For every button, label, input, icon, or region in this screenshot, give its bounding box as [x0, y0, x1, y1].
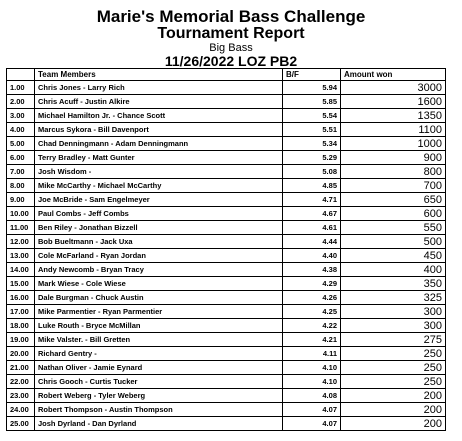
- row-team-members: Chris Gooch - Curtis Tucker: [35, 375, 283, 389]
- row-bf: 5.85: [283, 95, 341, 109]
- table-row: [7, 235, 446, 249]
- table-body: [7, 81, 446, 431]
- row-place: 18.00: [7, 319, 35, 333]
- row-amount-won: 400: [341, 263, 446, 277]
- row-bf: 4.07: [283, 417, 341, 431]
- table-row: [7, 263, 446, 277]
- table-row: [7, 249, 446, 263]
- row-place: 14.00: [7, 263, 35, 277]
- table-row: [7, 333, 446, 347]
- row-team-members: Dale Burgman - Chuck Austin: [35, 291, 283, 305]
- row-team-members: Marcus Sykora - Bill Davenport: [35, 123, 283, 137]
- row-place: 16.00: [7, 291, 35, 305]
- row-place: 10.00: [7, 207, 35, 221]
- table-row: [7, 81, 446, 95]
- row-amount-won: 900: [341, 151, 446, 165]
- row-bf: 4.85: [283, 179, 341, 193]
- table-row: [7, 179, 446, 193]
- row-place: 11.00: [7, 221, 35, 235]
- row-team-members: Joe McBride - Sam Engelmeyer: [35, 193, 283, 207]
- row-place: 21.00: [7, 361, 35, 375]
- row-team-members: Robert Thompson - Austin Thompson: [35, 403, 283, 417]
- row-place: 15.00: [7, 277, 35, 291]
- row-place: 24.00: [7, 403, 35, 417]
- table-row: [7, 207, 446, 221]
- row-place: 23.00: [7, 389, 35, 403]
- table-row: [7, 291, 446, 305]
- row-amount-won: 200: [341, 389, 446, 403]
- row-bf: 4.22: [283, 319, 341, 333]
- row-team-members: Terry Bradley - Matt Gunter: [35, 151, 283, 165]
- row-amount-won: 650: [341, 193, 446, 207]
- table-row: [7, 137, 446, 151]
- table-row: [7, 151, 446, 165]
- row-place: 13.00: [7, 249, 35, 263]
- header-team-members: Team Members: [35, 69, 283, 81]
- row-amount-won: 3000: [341, 81, 446, 95]
- table-row: [7, 109, 446, 123]
- row-place: 3.00: [7, 109, 35, 123]
- header-place: [7, 69, 35, 81]
- row-bf: 5.51: [283, 123, 341, 137]
- row-place: 19.00: [7, 333, 35, 347]
- row-bf: 4.71: [283, 193, 341, 207]
- row-team-members: Mike Valster. - Bill Gretten: [35, 333, 283, 347]
- row-amount-won: 275: [341, 333, 446, 347]
- table-row: [7, 361, 446, 375]
- report-subtitle: Tournament Report: [157, 25, 305, 42]
- row-place: 1.00: [7, 81, 35, 95]
- row-amount-won: 1100: [341, 123, 446, 137]
- row-amount-won: 450: [341, 249, 446, 263]
- row-amount-won: 350: [341, 277, 446, 291]
- row-place: 9.00: [7, 193, 35, 207]
- report-title: Marie's Memorial Bass Challenge: [96, 7, 366, 26]
- row-team-members: Bob Bueltmann - Jack Uxa: [35, 235, 283, 249]
- row-amount-won: 1600: [341, 95, 446, 109]
- row-amount-won: 800: [341, 165, 446, 179]
- row-team-members: Mike Parmentier - Ryan Parmentier: [35, 305, 283, 319]
- row-bf: 4.67: [283, 207, 341, 221]
- table-row: [7, 221, 446, 235]
- row-place: 5.00: [7, 137, 35, 151]
- row-bf: 4.29: [283, 277, 341, 291]
- table-row: [7, 193, 446, 207]
- row-amount-won: 250: [341, 347, 446, 361]
- table-row: [7, 95, 446, 109]
- row-team-members: Cole McFarland - Ryan Jordan: [35, 249, 283, 263]
- row-bf: 4.10: [283, 375, 341, 389]
- row-place: 8.00: [7, 179, 35, 193]
- row-bf: 4.08: [283, 389, 341, 403]
- row-team-members: Chris Jones - Larry Rich: [35, 81, 283, 95]
- table-row: [7, 277, 446, 291]
- row-amount-won: 200: [341, 417, 446, 431]
- row-team-members: Josh Wisdom -: [35, 165, 283, 179]
- row-place: 20.00: [7, 347, 35, 361]
- row-team-members: Josh Dyrland - Dan Dyrland: [35, 417, 283, 431]
- row-bf: 5.29: [283, 151, 341, 165]
- row-amount-won: 1000: [341, 137, 446, 151]
- row-amount-won: 300: [341, 305, 446, 319]
- row-place: 7.00: [7, 165, 35, 179]
- row-team-members: Paul Combs - Jeff Combs: [35, 207, 283, 221]
- row-bf: 4.38: [283, 263, 341, 277]
- row-bf: 4.10: [283, 361, 341, 375]
- header-bf: B/F: [283, 69, 341, 81]
- row-place: 22.00: [7, 375, 35, 389]
- row-team-members: Richard Gentry -: [35, 347, 283, 361]
- row-place: 25.00: [7, 417, 35, 431]
- table-row: [7, 123, 446, 137]
- row-place: 17.00: [7, 305, 35, 319]
- table-row: [7, 165, 446, 179]
- row-bf: 4.44: [283, 235, 341, 249]
- row-team-members: Nathan Oliver - Jamie Eynard: [35, 361, 283, 375]
- row-bf: 5.94: [283, 81, 341, 95]
- table-row: [7, 347, 446, 361]
- row-team-members: Michael Hamilton Jr. - Chance Scott: [35, 109, 283, 123]
- row-bf: 4.07: [283, 403, 341, 417]
- table-header-row: [7, 69, 446, 81]
- row-place: 6.00: [7, 151, 35, 165]
- row-amount-won: 250: [341, 361, 446, 375]
- row-amount-won: 700: [341, 179, 446, 193]
- row-place: 2.00: [7, 95, 35, 109]
- row-team-members: Andy Newcomb - Bryan Tracy: [35, 263, 283, 277]
- row-amount-won: 250: [341, 375, 446, 389]
- row-amount-won: 325: [341, 291, 446, 305]
- row-team-members: Mark Wiese - Cole Wiese: [35, 277, 283, 291]
- row-team-members: Chris Acuff - Justin Alkire: [35, 95, 283, 109]
- row-team-members: Ben Riley - Jonathan Bizzell: [35, 221, 283, 235]
- row-amount-won: 550: [341, 221, 446, 235]
- row-amount-won: 500: [341, 235, 446, 249]
- row-place: 12.00: [7, 235, 35, 249]
- row-bf: 5.34: [283, 137, 341, 151]
- row-amount-won: 1350: [341, 109, 446, 123]
- row-amount-won: 300: [341, 319, 446, 333]
- row-amount-won: 600: [341, 207, 446, 221]
- table-row: [7, 389, 446, 403]
- row-team-members: Robert Weberg - Tyler Weberg: [35, 389, 283, 403]
- row-place: 4.00: [7, 123, 35, 137]
- row-team-members: Chad Denningmann - Adam Denningmann: [35, 137, 283, 151]
- header-amount-won: Amount won: [341, 69, 446, 81]
- row-bf: 4.21: [283, 333, 341, 347]
- table-row: [7, 305, 446, 319]
- table-row: [7, 319, 446, 333]
- table-row: [7, 417, 446, 431]
- table-row: [7, 375, 446, 389]
- row-bf: 4.11: [283, 347, 341, 361]
- row-bf: 5.54: [283, 109, 341, 123]
- results-table: [6, 68, 446, 431]
- row-bf: 4.26: [283, 291, 341, 305]
- row-team-members: Mike McCarthy - Michael McCarthy: [35, 179, 283, 193]
- row-bf: 4.61: [283, 221, 341, 235]
- row-bf: 4.25: [283, 305, 341, 319]
- row-amount-won: 200: [341, 403, 446, 417]
- table-row: [7, 403, 446, 417]
- row-bf: 5.08: [283, 165, 341, 179]
- row-team-members: Luke Routh - Bryce McMillan: [35, 319, 283, 333]
- row-bf: 4.40: [283, 249, 341, 263]
- report-event: 11/26/2022 LOZ PB2: [164, 53, 298, 69]
- report-category: Big Bass: [209, 42, 253, 54]
